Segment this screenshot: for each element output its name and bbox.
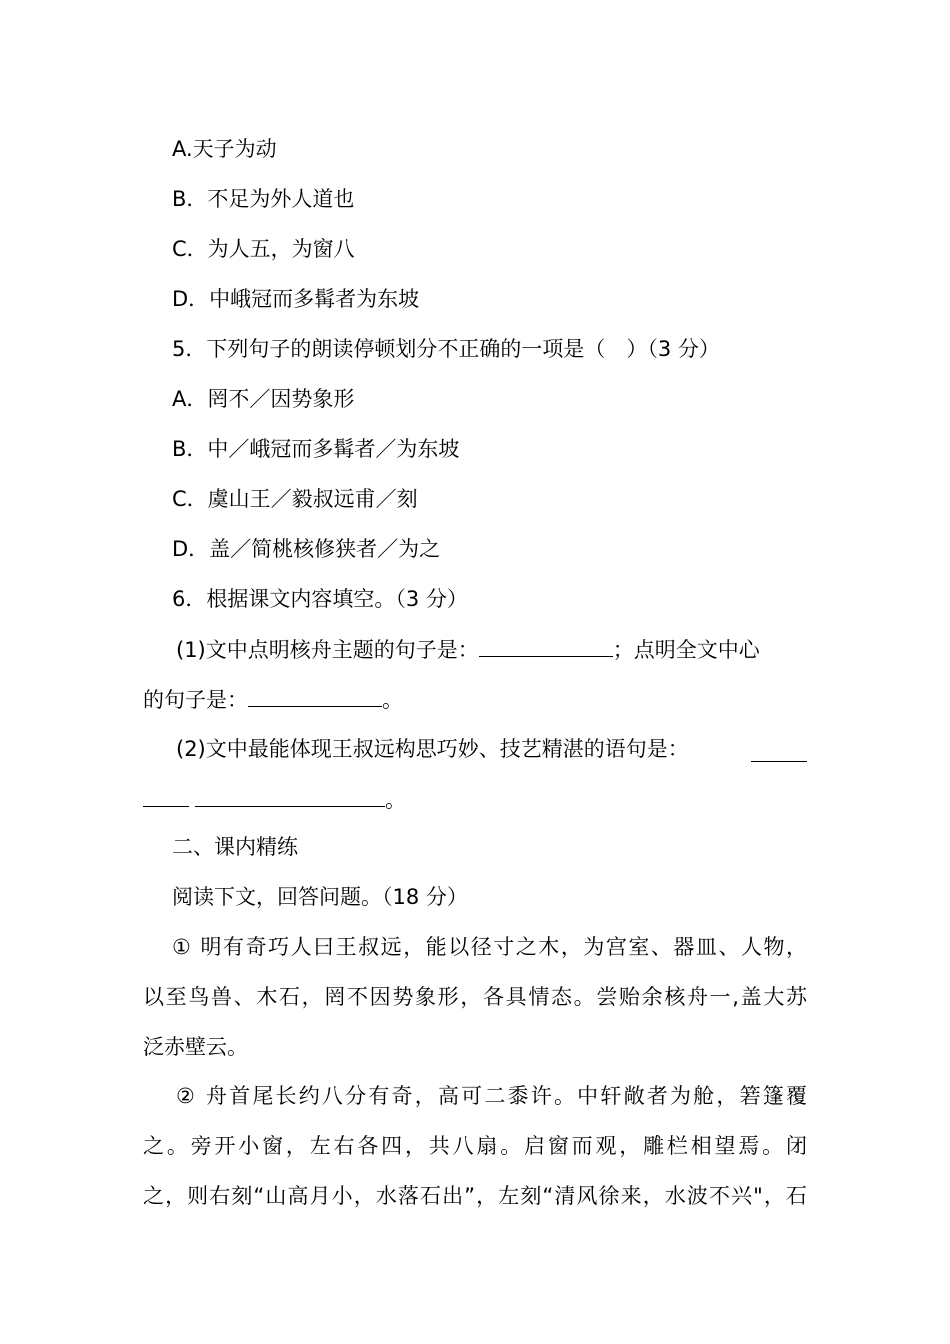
passage-para2-line2: 之。旁开小窗，左右各四，共八扇。启窗而观，雕栏相望焉。闭	[143, 1134, 807, 1158]
q5-option-a: A．罔不／因势象形	[172, 387, 355, 411]
q4-option-b: B．不足为外人道也	[172, 187, 355, 211]
q6-part2-prompt: (2)文中最能体现王叔远构思巧妙、技艺精湛的语句是：	[176, 737, 689, 761]
q5-option-c: C．虞山王／毅叔远甫／刻	[172, 487, 418, 511]
q6-part1-prompt: (1)文中点明核舟主题的句子是：	[176, 638, 479, 662]
passage-para1-line3: 泛赤壁云。	[143, 1035, 248, 1059]
q6-part2-line2	[143, 784, 406, 815]
q6-part1-prompt3: 的句子是：	[143, 688, 248, 712]
section-2-title: 二、课内精练	[172, 835, 298, 859]
q6-stem: 6．根据课文内容填空。（3 分）	[172, 587, 468, 611]
q6-part2-end: 。	[385, 788, 406, 812]
answer-blank-theme[interactable]	[479, 634, 613, 657]
section-2-instruction: 阅读下文，回答问题。（18 分）	[172, 885, 468, 909]
q6-part1-line1	[176, 634, 760, 665]
answer-blank-skill-3[interactable]	[195, 784, 385, 807]
passage-para1-line1: ① 明有奇巧人曰王叔远，能以径寸之木，为宫室、器皿、人物，	[172, 935, 807, 959]
q5-option-b: B．中／峨冠而多髯者／为东坡	[172, 437, 460, 461]
q6-part1-end: 。	[382, 688, 403, 712]
answer-blank-skill-1[interactable]	[751, 739, 807, 762]
answer-blank-skill-2[interactable]	[143, 784, 189, 807]
q5-option-d: D．盖／简桃核修狭者／为之	[172, 537, 441, 561]
passage-para2-line3: 之，则右刻“山高月小，水落石出”，左刻“清风徐来，水波不兴"，石	[143, 1184, 807, 1208]
q5-stem: 5．下列句子的朗读停顿划分不正确的一项是（ ）（3 分）	[172, 337, 720, 361]
answer-blank-center[interactable]	[248, 684, 382, 707]
q6-part1-line2	[143, 684, 403, 715]
passage-para1-line2: 以至鸟兽、木石，罔不因势象形，各具情态。尝贻余核舟一,盖大苏	[143, 985, 807, 1009]
q6-part1-prompt2: ；点明全文中心	[612, 638, 760, 662]
passage-para2-line1: ② 舟首尾长约八分有奇，高可二黍许。中轩敞者为舱，箬篷覆	[176, 1084, 807, 1108]
q4-option-c: C．为人五，为窗八	[172, 237, 355, 261]
q4-option-d: D．中峨冠而多髯者为东坡	[172, 287, 420, 311]
q4-option-a: A.天子为动	[172, 137, 277, 161]
